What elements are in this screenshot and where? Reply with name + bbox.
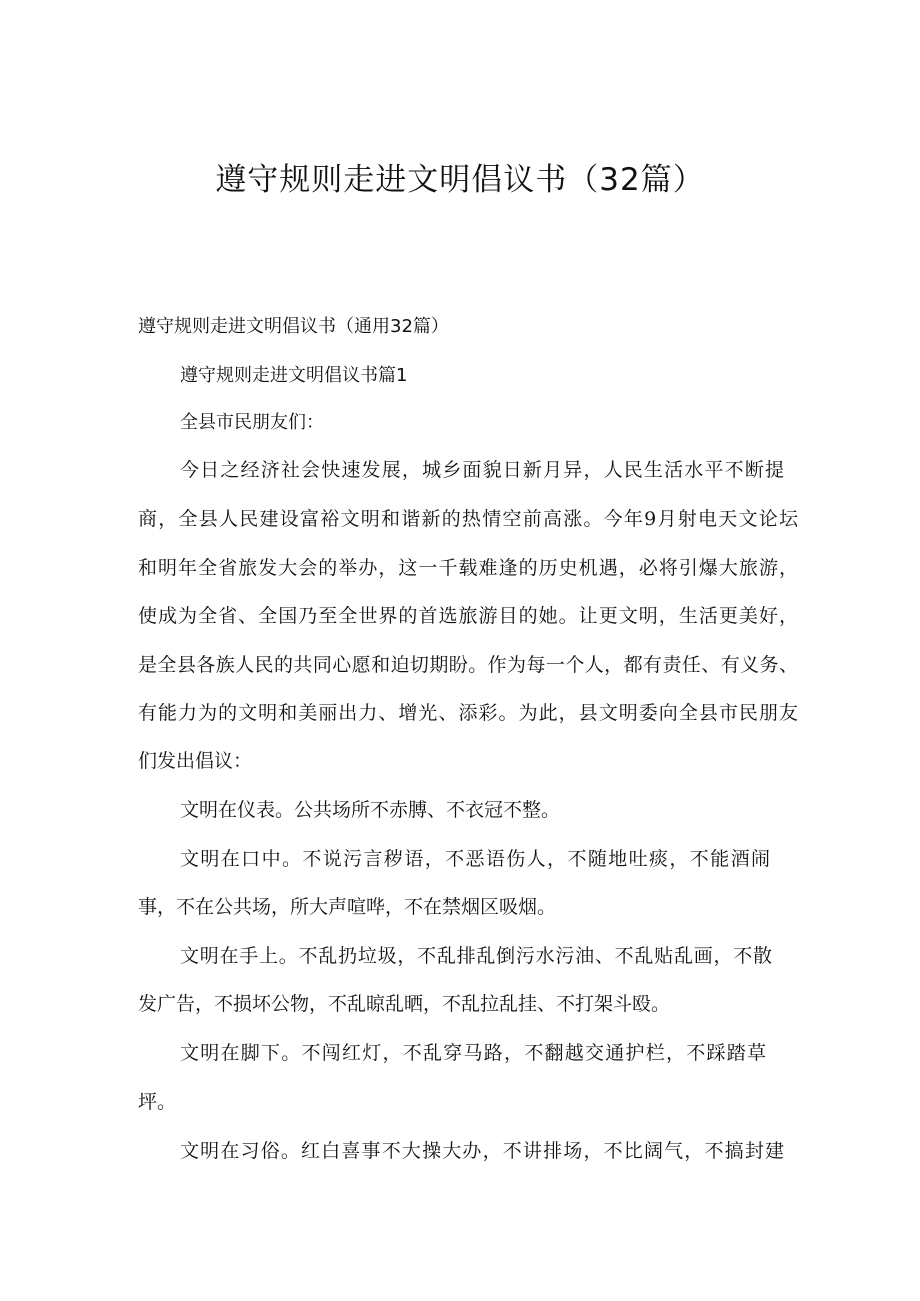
document-title: 遵守规则走进文明倡议书（32篇） xyxy=(215,162,705,198)
paragraph-line: 和明年全省旅发大会的举办，这一千载难逢的历史机遇，必将引爆大旅游， xyxy=(138,557,798,579)
paragraph-line: 坪。 xyxy=(138,1091,177,1113)
paragraph-line: 事，不在公共场，所大声喧哗，不在禁烟区吸烟。 xyxy=(138,896,557,918)
section-heading: 遵守规则走进文明倡议书篇1 xyxy=(180,365,408,386)
paragraph-line: 使成为全省、全国乃至全世界的首选旅游目的她。让更文明，生活更美好， xyxy=(138,605,798,627)
document-subtitle: 遵守规则走进文明倡议书（通用32篇） xyxy=(138,316,449,337)
paragraph-line: 今日之经济社会快速发展，城乡面貌日新月异，人民生活水平不断提 xyxy=(180,459,784,481)
paragraph-line: 们发出倡议： xyxy=(138,750,253,772)
paragraph-line: 是全县各族人民的共同心愿和迫切期盼。作为每一个人，都有责任、有义务、 xyxy=(138,654,798,676)
paragraph-line: 商，全县人民建设富裕文明和谐新的热情空前高涨。今年9月射电天文论坛 xyxy=(138,508,798,530)
salutation: 全县市民朋友们： xyxy=(180,412,324,433)
paragraph-line: 有能力为的文明和美丽出力、增光、添彩。为此，县文明委向全县市民朋友 xyxy=(138,702,798,724)
paragraph-line: 发广告，不损坏公物，不乱晾乱晒，不乱拉乱挂、不打架斗殴。 xyxy=(138,993,671,1015)
paragraph-line: 文明在仪表。公共场所不赤膊、不衣冠不整。 xyxy=(180,799,561,821)
paragraph-line: 文明在脚下。不闯红灯，不乱穿马路，不翻越交通护栏，不踩踏草 xyxy=(180,1042,766,1064)
paragraph-line: 文明在手上。不乱扔垃圾，不乱排乱倒污水污油、不乱贴乱画，不散 xyxy=(180,945,772,967)
paragraph-line: 文明在习俗。红白喜事不大操大办，不讲排场，不比阔气，不搞封建 xyxy=(180,1140,784,1162)
paragraph-line: 文明在口中。不说污言秽语，不恶语伤人，不随地吐痰，不能酒闹 xyxy=(180,848,770,870)
